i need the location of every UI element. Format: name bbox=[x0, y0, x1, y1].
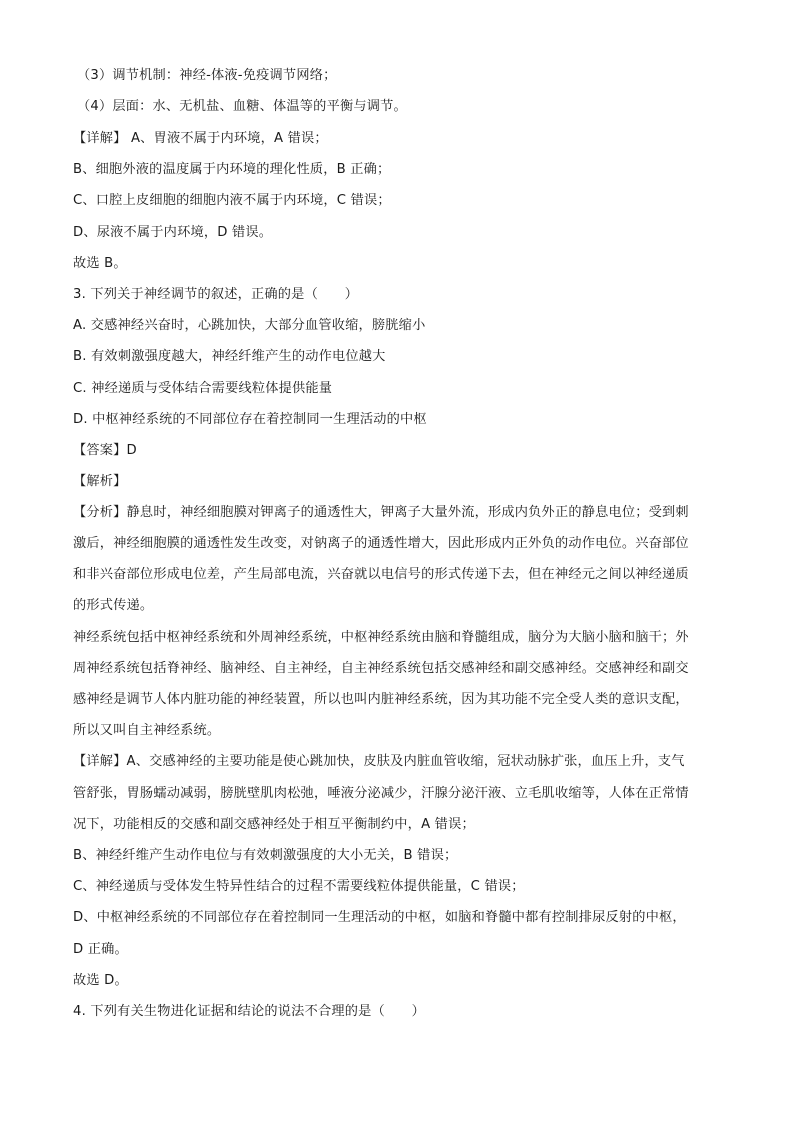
question-stem: 3. 下列关于神经调节的叙述，正确的是（ ） bbox=[73, 287, 359, 302]
answer-choice-line: 故选 D。 bbox=[73, 973, 128, 988]
analysis-paragraph-line: 激后，神经细胞膜的通透性发生改变，对钠离子的通透性增大，因此形成内正外负的动作电位。兴奋部位 bbox=[73, 536, 689, 551]
detail-paragraph-line: 【详解】A、交感神经的主要功能是使心跳加快，皮肤及内脏血管收缩，冠状动脉扩张，血压上升，支气 bbox=[73, 754, 685, 769]
text-line: D、尿液不属于内环境，D 错误。 bbox=[73, 225, 273, 240]
detail-paragraph-line: D 正确。 bbox=[73, 942, 128, 957]
question-stem: 4. 下列有关生物进化证据和结论的说法不合理的是（ ） bbox=[73, 1004, 426, 1019]
text-line: B、细胞外液的温度属于内环境的理化性质，B 正确； bbox=[73, 162, 391, 177]
detail-paragraph-line: 管舒张，胃肠蠕动减弱，膀胱壁肌肉松弛，唾液分泌减少，汗腺分泌汗液、立毛肌收缩等，人体在正常情 bbox=[73, 786, 689, 801]
text-line: （4）层面：水、无机盐、血糖、体温等的平衡与调节。 bbox=[77, 99, 407, 114]
analysis-paragraph-line: 神经系统包括中枢神经系统和外周神经系统，中枢神经系统由脑和脊髓组成，脑分为大脑小脑和脑干；外 bbox=[73, 630, 689, 645]
text-line: （3）调节机制：神经-体液-免疫调节网络； bbox=[77, 68, 337, 83]
detail-heading-line: 【详解】 A、胃液不属于内环境，A 错误； bbox=[73, 131, 328, 146]
answer-choice-line: 故选 B。 bbox=[73, 256, 127, 271]
option-d: D. 中枢神经系统的不同部位存在着控制同一生理活动的中枢 bbox=[73, 412, 427, 427]
analysis-label: 【解析】 bbox=[73, 474, 127, 489]
option-c: C. 神经递质与受体结合需要线粒体提供能量 bbox=[73, 381, 333, 396]
option-a: A. 交感神经兴奋时，心跳加快，大部分血管收缩，膀胱缩小 bbox=[73, 318, 426, 333]
answer-label: 【答案】D bbox=[73, 443, 137, 458]
detail-paragraph-line: B、神经纤维产生动作电位与有效刺激强度的大小无关，B 错误； bbox=[73, 848, 458, 863]
analysis-paragraph-line: 的形式传递。 bbox=[73, 598, 154, 613]
detail-paragraph-line: D、中枢神经系统的不同部位存在着控制同一生理活动的中枢，如脑和脊髓中都有控制排尿反射的中枢， bbox=[73, 910, 686, 925]
analysis-paragraph-line: 所以又叫自主神经系统。 bbox=[73, 723, 221, 738]
detail-paragraph-line: C、神经递质与受体发生特异性结合的过程不需要线粒体提供能量，C 错误； bbox=[73, 879, 525, 894]
option-b: B. 有效刺激强度越大，神经纤维产生的动作电位越大 bbox=[73, 349, 386, 364]
analysis-paragraph-line: 周神经系统包括脊神经、脑神经、自主神经，自主神经系统包括交感神经和副交感神经。交感神经和副交 bbox=[73, 661, 689, 676]
analysis-paragraph-line: 感神经是调节人体内脏功能的神经装置，所以也叫内脏神经系统，因为其功能不完全受人类的意识支配， bbox=[73, 692, 689, 707]
text-line: C、口腔上皮细胞的细胞内液不属于内环境，C 错误； bbox=[73, 193, 391, 208]
analysis-paragraph-line: 和非兴奋部位形成电位差，产生局部电流，兴奋就以电信号的形式传递下去，但在神经元之间以神经递质 bbox=[73, 567, 689, 582]
detail-paragraph-line: 况下，功能相反的交感和副交感神经处于相互平衡制约中，A 错误； bbox=[73, 817, 475, 832]
analysis-paragraph-line: 【分析】静息时，神经细胞膜对钾离子的通透性大，钾离子大量外流，形成内负外正的静息电位；受到刺 bbox=[73, 505, 689, 520]
